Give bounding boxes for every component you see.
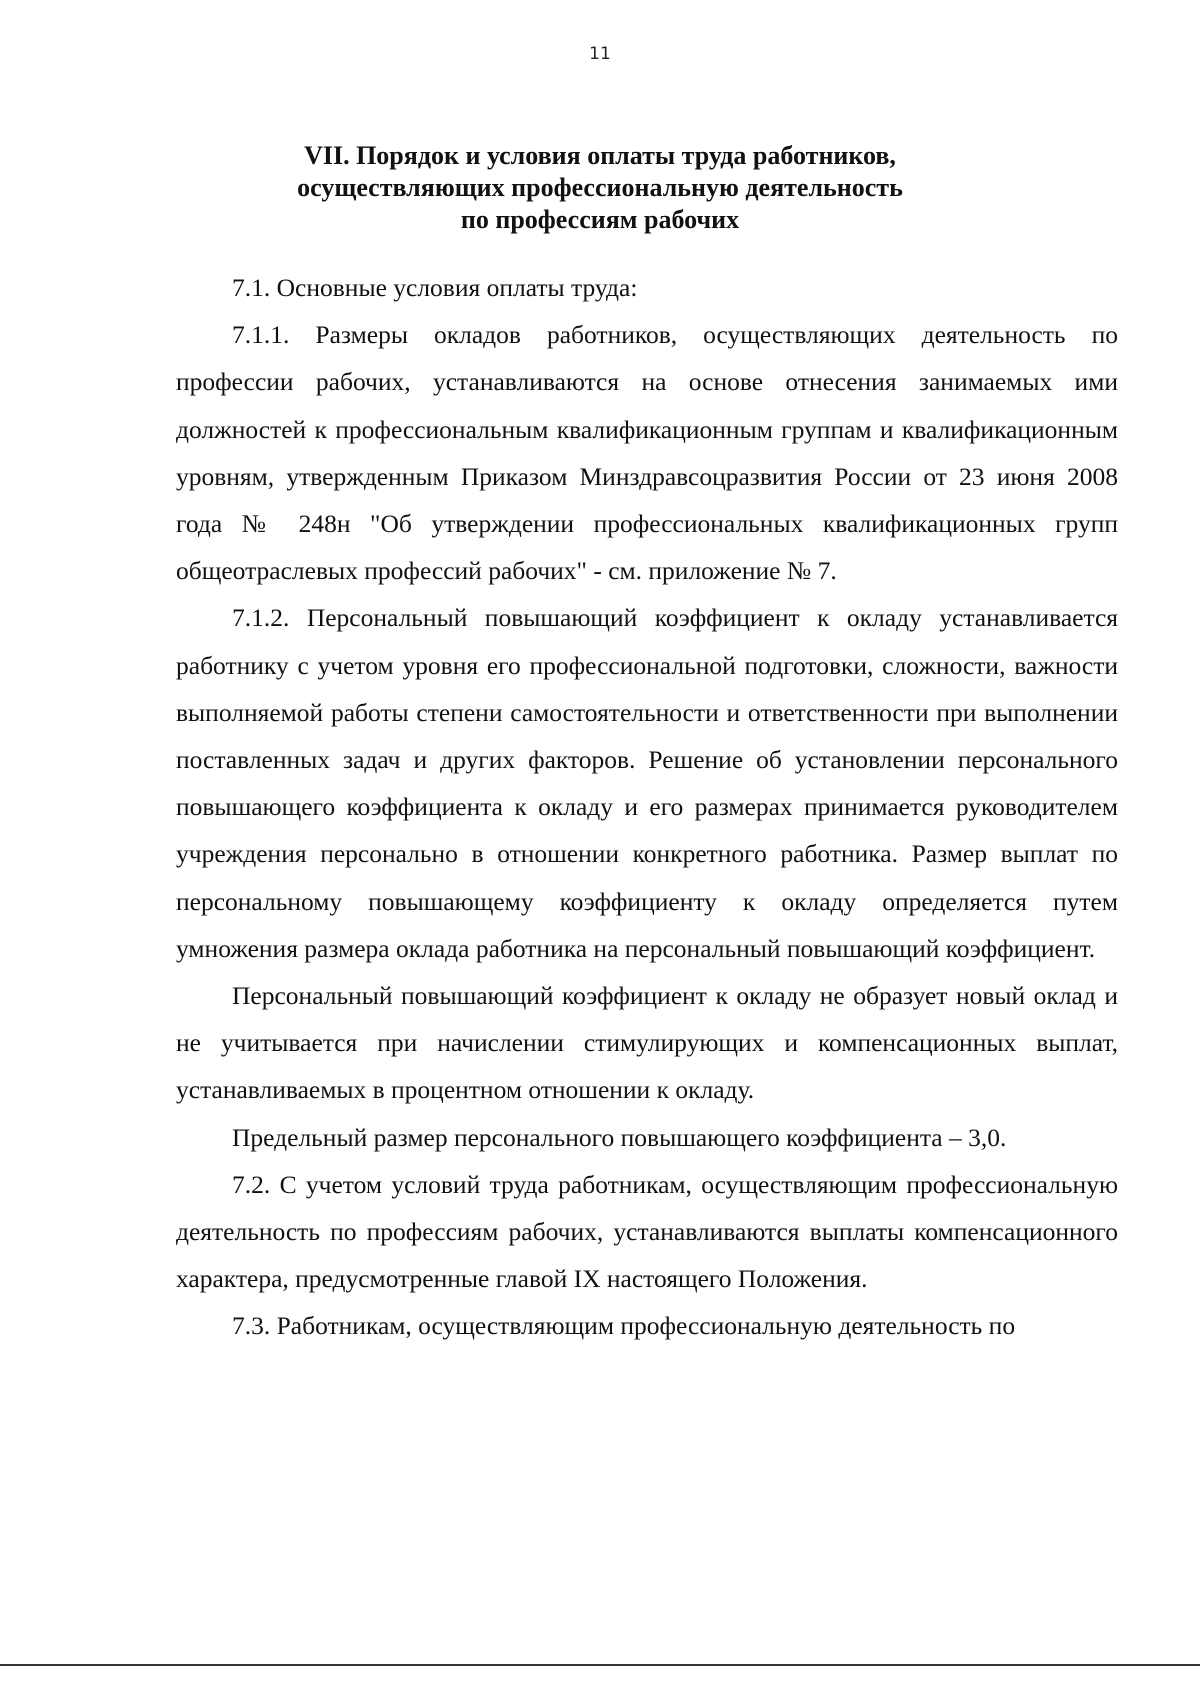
section-heading-line-2: осуществляющих профессиональную деятельность bbox=[297, 173, 903, 202]
paragraph-coefficient-limit: Предельный размер персонального повышающего коэффициента – 3,0. bbox=[232, 1122, 1007, 1152]
paragraph-7-3: 7.3. Работникам, осуществляющим профессиональную деятельность по bbox=[232, 1311, 1016, 1341]
paragraph-7-1: 7.1. Основные условия оплаты труда: bbox=[232, 273, 638, 302]
paragraph-7-2: 7.2. С учетом условий труда работникам, осуществляющим профессиональную деятельность по профессиям рабочих, устанавливаются выплаты компенсационного характера, предусмотренные главой IX настоящего Положения. bbox=[176, 1169, 1118, 1294]
paragraph-coefficient-note: Персональный повышающий коэффициент к окладу не образует новый оклад и не учитывается при начислении стимулирующих и компенсационных выплат, устанавливаемых в процентном отношении к окладу. bbox=[176, 981, 1118, 1105]
section-heading bbox=[0, 140, 1200, 236]
paragraph-7-1-2: 7.1.2. Персональный повышающий коэффициент к окладу устанавливается работнику с учетом уровня его профессиональной подготовки, сложности, важности выполняемой работы степени самостоятельности и ответственности при выполнении поставленных задач и других факторов. Решение об установлении персонального повышающего коэффициента к окладу и его размерах принимается руководителем учреждения персонально в отношении конкретного работника. Размер выплат по персональному повышающему коэффициенту к окладу определяется путем умножения размера оклада работника на персональный повышающий коэффициент. bbox=[176, 603, 1118, 963]
page-number: 11 bbox=[589, 44, 611, 64]
section-heading-line-1: VII. Порядок и условия оплаты труда работников, bbox=[304, 141, 896, 170]
paragraph-7-1-1: 7.1.1. Размеры окладов работников, осуществляющих деятельность по профессии рабочих, устанавливаются на основе отнесения занимаемых ими должностей к профессиональным квалификационным группам и квалификационным уровням, утвержденным Приказом Минздравсоцразвития России от 23 июня 2008 года № 248н "Об утверждении профессиональных квалификационных групп общеотраслевых профессий рабочих" - см. приложение № 7. bbox=[176, 320, 1118, 586]
bottom-rule bbox=[0, 1664, 1200, 1666]
document-body bbox=[176, 264, 1118, 1350]
section-heading-line-3: по профессиям рабочих bbox=[460, 205, 740, 234]
